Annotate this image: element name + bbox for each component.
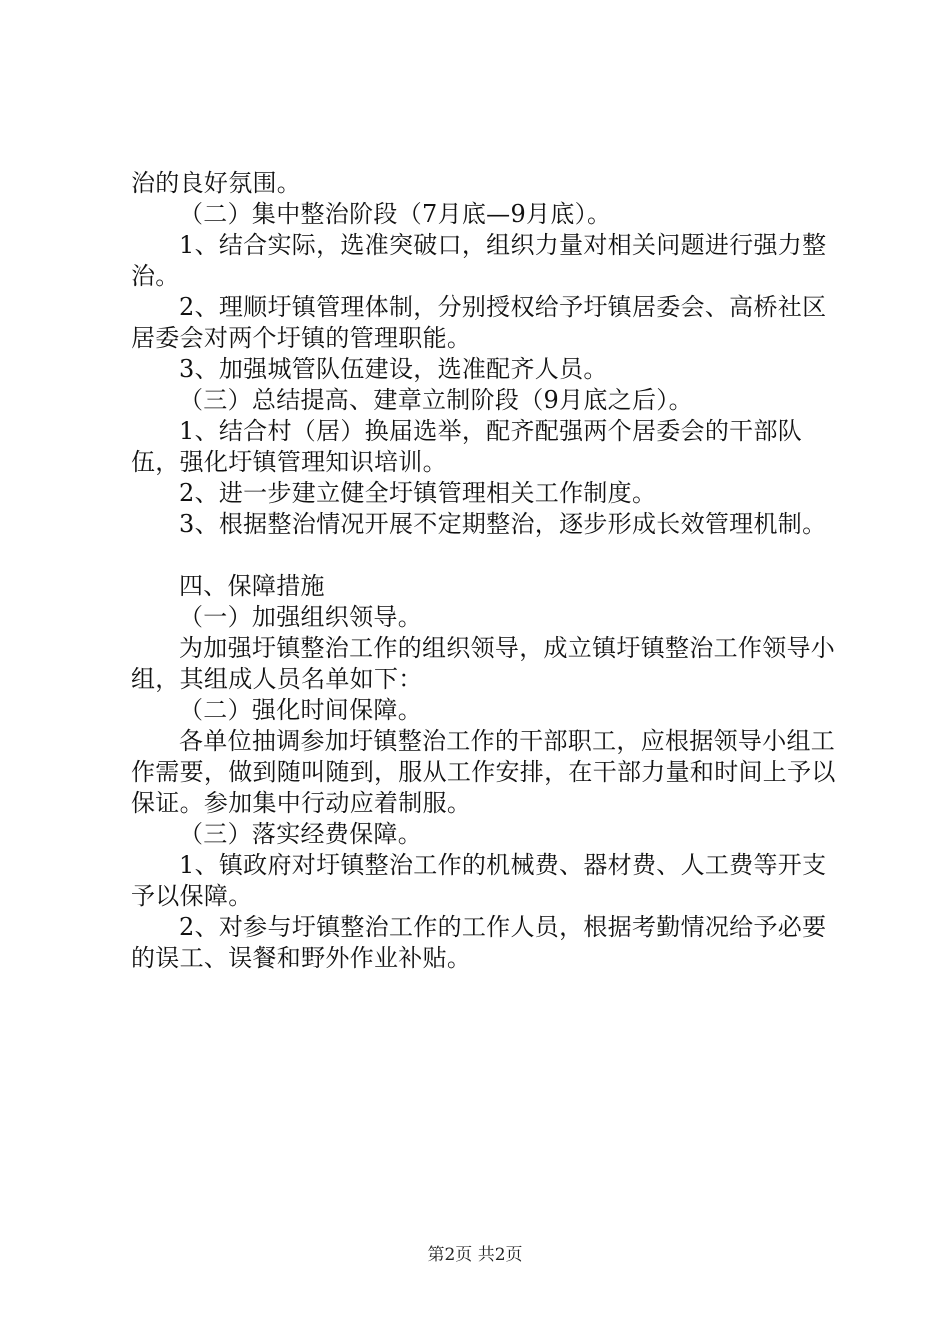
paragraph: 2、进一步建立健全圩镇管理相关工作制度。: [179, 479, 657, 507]
page-footer: 第2页 共2页: [427, 1245, 523, 1265]
paragraph: 1、结合实际，选准突破口，组织力量对相关问题进行强力整治。: [131, 231, 827, 290]
document-body: [131, 168, 843, 974]
paragraph: 各单位抽调参加圩镇整治工作的干部职工，应根据领导小组工作需要，做到随叫随到，服从工作安排，在干部力量和时间上予以保证。参加集中行动应着制服。: [131, 727, 836, 817]
section-heading: （二）集中整治阶段（7月底—9月底）。: [179, 200, 612, 228]
paragraph: 3、加强城管队伍建设，选准配齐人员。: [179, 355, 608, 383]
section-heading: （一）加强组织领导。: [179, 603, 422, 631]
blank-line: [131, 540, 843, 571]
section-heading: （二）强化时间保障。: [179, 696, 422, 724]
chapter-heading: 四、保障措施: [179, 572, 325, 600]
paragraph: 2、对参与圩镇整治工作的工作人员，根据考勤情况给予必要的误工、误餐和野外作业补贴。: [131, 913, 827, 972]
section-heading: （三）落实经费保障。: [179, 820, 422, 848]
paragraph: 1、结合村（居）换届选举，配齐配强两个居委会的干部队伍，强化圩镇管理知识培训。: [131, 417, 803, 476]
paragraph: 3、根据整治情况开展不定期整治，逐步形成长效管理机制。: [179, 510, 827, 538]
paragraph: 1、镇政府对圩镇整治工作的机械费、器材费、人工费等开支予以保障。: [131, 851, 827, 910]
paragraph: 2、理顺圩镇管理体制，分别授权给予圩镇居委会、高桥社区居委会对两个圩镇的管理职能。: [131, 293, 827, 352]
paragraph: 为加强圩镇整治工作的组织领导，成立镇圩镇整治工作领导小组，其组成人员名单如下：: [131, 634, 836, 693]
section-heading: （三）总结提高、建章立制阶段（9月底之后）。: [179, 386, 693, 414]
paragraph: 治的良好氛围。: [131, 169, 302, 197]
